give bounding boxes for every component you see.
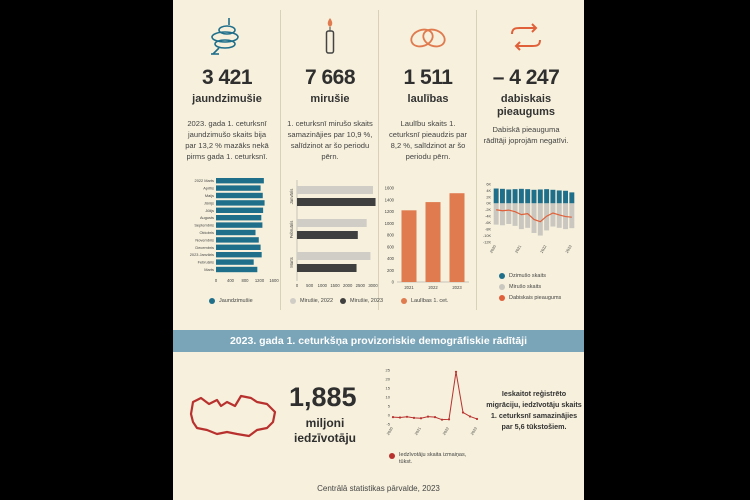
y-tick-label: -5: [386, 421, 390, 427]
x-tick-label: 2023: [452, 285, 462, 290]
y-tick-label: Marts: [204, 267, 214, 272]
y-tick-label: 0: [387, 412, 390, 418]
data-point: [448, 418, 450, 420]
bar: [216, 215, 261, 220]
population-change-line: [393, 372, 477, 420]
x-tick-label: 2023: [470, 426, 478, 436]
x-tick-label: 400: [227, 278, 234, 284]
natural-growth-legend: [499, 273, 561, 301]
y-tick-label: 15: [385, 385, 390, 391]
data-point: [399, 416, 401, 418]
bar: [426, 202, 441, 282]
x-tick-label: 2021: [404, 285, 414, 290]
bar: [216, 267, 257, 272]
y-tick-label: 10: [385, 394, 390, 400]
natural-growth-legend-label: Dabiskais pieaugums: [509, 295, 562, 301]
y-tick-label: -8K: [485, 227, 491, 232]
x-tick-label: 500: [306, 283, 314, 288]
section-banner: 2023. gada 1. ceturkšņa provizoriskie demogrāfiskie rādītāji: [173, 330, 584, 352]
bar: [297, 198, 376, 206]
marriages-bar-chart: [379, 182, 475, 296]
deaths-2023-legend-label: Mirušie, 2023: [350, 298, 384, 304]
bar-births: [550, 190, 555, 204]
population-change-swatch: [389, 453, 395, 459]
data-point: [413, 417, 415, 419]
y-tick-label: Jūnijs: [204, 200, 214, 206]
population-number: 1,885: [289, 382, 357, 412]
bar: [216, 252, 262, 257]
bar-births: [494, 189, 499, 204]
bar: [450, 193, 465, 282]
bar-deaths: [500, 203, 505, 225]
data-point: [427, 416, 429, 418]
bar-deaths: [519, 203, 524, 229]
deaths-description: 1. ceturksnī mirušo skaits samazinājies par 10,9 %, salīdzinot ar šo periodu pērn.: [287, 119, 373, 161]
natural-growth-swatch: [499, 295, 505, 301]
bar: [216, 178, 264, 183]
marriages-number: 1 511: [403, 66, 453, 89]
bar-births: [532, 190, 537, 204]
group-label: Marts: [289, 257, 294, 268]
group-label: Janvāris: [289, 188, 294, 205]
x-tick-label: 1200: [254, 278, 265, 284]
bar: [216, 185, 261, 190]
bar: [216, 259, 254, 264]
y-tick-label: Aprīlis: [203, 185, 214, 191]
bar: [216, 230, 256, 235]
x-tick-label: 1600: [269, 278, 279, 284]
spinning-top-icon: [207, 16, 247, 56]
data-point: [462, 411, 464, 413]
y-tick-label: 6K: [486, 182, 491, 187]
y-tick-label: 600: [387, 244, 394, 250]
y-tick-label: -2K: [485, 208, 491, 213]
bar-deaths: [513, 203, 518, 226]
bar: [297, 231, 358, 239]
y-tick-label: -10K: [482, 233, 491, 238]
bar: [402, 210, 417, 282]
y-tick-label: 25: [385, 367, 390, 373]
x-tick-label: 800: [241, 278, 249, 284]
x-tick-label: 2021: [514, 244, 523, 254]
footer-source: Centrālā statistikas pārvalde, 2023: [317, 484, 440, 493]
bar-births: [544, 189, 549, 203]
y-tick-label: 4K: [486, 188, 491, 193]
data-point: [406, 416, 408, 418]
y-tick-label: 1400: [384, 197, 394, 203]
y-tick-label: -12K: [482, 240, 491, 245]
bar: [216, 200, 265, 205]
bar-births: [563, 191, 568, 204]
data-point: [392, 416, 394, 418]
births-number: 3 421: [201, 66, 253, 89]
marriages-label: laulības: [407, 93, 449, 105]
deaths-number: 7 668: [304, 66, 356, 89]
y-tick-label: Jūlijs: [205, 207, 214, 213]
deaths-bar-chart: [283, 178, 377, 296]
x-tick-label: 3000: [368, 283, 378, 288]
candle-icon: [310, 16, 350, 56]
population-unit-label: iedzīvotāju: [293, 431, 356, 445]
migration-note: Ieskaitot reģistrēto migrāciju, iedzīvotāju skaits 1. ceturksnī samazinājies par 5,6 tūkstošiem.: [486, 389, 582, 431]
natural-growth-number: – 4 247: [492, 66, 560, 89]
population-change-legend: [389, 452, 479, 466]
population-unit: miljoni: [305, 416, 345, 430]
y-tick-label: 800: [387, 232, 394, 238]
natural-births-legend-label: Dzimušo skaits: [509, 273, 546, 279]
x-tick-label: 2020: [489, 244, 498, 254]
y-tick-label: 1600: [384, 185, 394, 191]
data-point: [420, 417, 422, 419]
y-tick-label: -6K: [485, 221, 491, 226]
x-tick-label: 0: [214, 278, 218, 284]
y-tick-label: 2022 Marts: [194, 178, 214, 184]
y-tick-label: 2K: [486, 195, 491, 200]
y-tick-label: Septembris: [194, 222, 214, 228]
x-tick-label: 2023: [565, 244, 573, 254]
natural-deaths-legend-label: Mirušo skaits: [509, 284, 542, 290]
bar-births: [506, 189, 511, 203]
births-description: 2023. gada 1. ceturksnī jaundzimušo skaits bija par 13,2 % mazāks nekā pirms gada 1. ceturksnī.: [185, 119, 269, 161]
x-tick-label: 2500: [355, 283, 365, 288]
cycle-arrows-icon: [506, 16, 546, 56]
bar-births: [557, 190, 562, 203]
marriages-legend-label: Laulības 1. cet.: [411, 298, 449, 304]
infographic-poster: [173, 0, 584, 500]
natural-growth-chart: [477, 180, 579, 265]
wedding-rings-icon: [408, 16, 448, 56]
bar: [297, 252, 370, 260]
population-change-chart: [377, 364, 481, 450]
bar-births: [513, 189, 518, 203]
x-tick-label: 0: [295, 283, 299, 288]
marriages-legend-swatch: [401, 298, 407, 304]
y-tick-label: 1200: [384, 209, 394, 214]
natural-deaths-swatch: [499, 284, 505, 290]
x-tick-label: 1000: [317, 283, 327, 288]
y-tick-label: 400: [387, 256, 394, 261]
y-tick-label: 200: [387, 267, 394, 273]
y-tick-label: 0K: [486, 201, 491, 206]
y-tick-label: 0: [391, 279, 394, 285]
y-tick-label: 5: [387, 403, 390, 409]
y-tick-label: Maijs: [204, 193, 214, 198]
bar: [216, 237, 259, 242]
births-label: jaundzimušie: [192, 93, 262, 105]
bar-births: [525, 189, 530, 203]
bar: [216, 245, 261, 250]
births-legend: [209, 298, 253, 304]
x-tick-label: 2000: [343, 283, 353, 288]
bar: [216, 208, 263, 213]
bar: [216, 193, 263, 198]
y-tick-label: Novembris: [195, 237, 214, 243]
legend-entry: [499, 273, 546, 279]
x-tick-label: 2021: [414, 426, 422, 436]
deaths-2023-swatch: [340, 298, 346, 304]
latvia-map-icon: [187, 392, 279, 440]
bar-births: [500, 189, 505, 204]
bar: [297, 264, 357, 272]
x-tick-label: 2020: [386, 426, 394, 436]
data-point: [469, 415, 471, 417]
legend-entry: [499, 284, 541, 290]
natural-growth-label: dabiskais pieaugums: [496, 93, 556, 118]
y-tick-label: Februāris: [197, 259, 214, 265]
y-tick-label: Decembris: [195, 244, 214, 250]
group-label: Februāris: [289, 220, 294, 239]
data-point: [441, 419, 443, 421]
data-point: [434, 416, 436, 418]
y-tick-label: Augusts: [199, 215, 214, 221]
y-tick-label: 2023 Janvāris: [189, 252, 214, 258]
bar-births: [519, 189, 524, 204]
births-legend-label: Jaundzimušie: [219, 298, 253, 304]
deaths-label: mirušie: [310, 93, 350, 105]
x-tick-label: 2022: [428, 285, 438, 290]
x-tick-label: 2022: [539, 244, 548, 254]
natural-births-swatch: [499, 273, 505, 279]
data-point: [476, 418, 478, 420]
bar-deaths: [569, 203, 574, 228]
bar: [297, 219, 367, 227]
x-tick-label: 2022: [442, 426, 450, 436]
bar-deaths: [494, 203, 499, 224]
bar-births: [569, 192, 574, 203]
natural-growth-description: Dabiskā pieauguma rādītāji joprojām negatīvi.: [483, 125, 569, 145]
y-tick-label: 20: [385, 376, 390, 382]
births-bar-chart: [181, 174, 279, 296]
bar-deaths: [550, 203, 555, 226]
population-change-legend-label: Iedzīvotāju skaita izmaiņas, tūkst.: [399, 452, 467, 465]
legend-entry: [499, 295, 561, 301]
marriages-description: Laulību skaits 1. ceturksnī pieaudzis par 8,2 %, salīdzinot ar šo periodu pērn.: [388, 119, 468, 161]
bar: [216, 222, 262, 227]
y-tick-label: 1000: [384, 220, 394, 226]
marriages-legend: [401, 298, 448, 304]
deaths-2022-swatch: [290, 298, 296, 304]
y-tick-label: -4K: [485, 214, 491, 219]
data-point: [455, 371, 457, 373]
bar-deaths: [506, 203, 511, 224]
bar: [297, 186, 373, 194]
deaths-legend: [290, 298, 383, 304]
bar-births: [538, 189, 543, 203]
y-tick-label: Oktobris: [199, 230, 214, 235]
births-legend-swatch: [209, 298, 215, 304]
x-tick-label: 1500: [330, 283, 340, 288]
deaths-2022-legend-label: Mirušie, 2022: [300, 298, 334, 304]
